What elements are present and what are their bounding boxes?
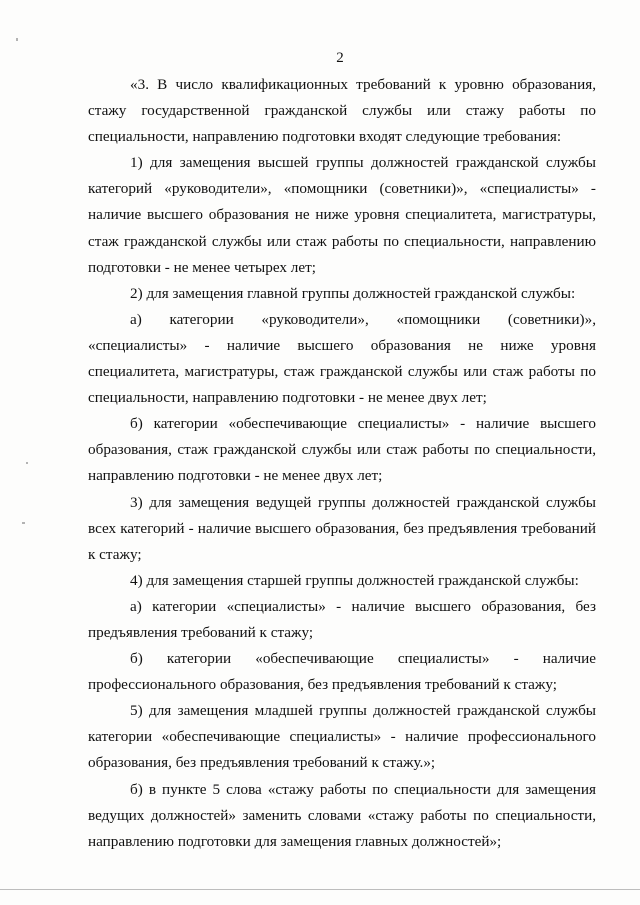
paragraph: б) в пункте 5 слова «стажу работы по специальности для замещения ведущих должностей» заменить словами «стажу работы по специальности, направлению подготовки для замещения главных должностей»; xyxy=(88,780,596,850)
paragraph: 3) для замещения ведущей группы должностей гражданской службы всех категорий - наличие высшего образования, без предъявления требований к стажу; xyxy=(88,493,596,563)
paragraph: 5) для замещения младшей группы должностей гражданской службы категории «обеспечивающие специалисты» - наличие профессионального образования, без предъявления требований к стажу.»; xyxy=(88,702,596,772)
paragraph: б) категории «обеспечивающие специалисты» - наличие высшего образования, стаж гражданской службы или стаж работы по специальности, направлению подготовки - не менее двух лет; xyxy=(88,415,596,485)
paragraph: а) категории «специалисты» - наличие высшего образования, без предъявления требований к стажу; xyxy=(88,597,596,641)
document-body xyxy=(88,72,596,855)
paragraph: «3. В число квалификационных требований к уровню образования, стажу государственной гражданской службы или стажу работы по специальности, направлению подготовки входят следующие требования: xyxy=(88,76,596,146)
paragraph: 2) для замещения главной группы должностей гражданской службы: xyxy=(130,284,576,302)
paragraph: 1) для замещения высшей группы должностей гражданской службы категорий «руководители», «помощники (советники)», «специалисты» - наличие высшего образования не ниже уровня специалитета, магистратуры, стаж гражданской службы или стаж работы по специальности, направлению подготовки - не менее четырех лет; xyxy=(88,154,596,276)
scan-speck xyxy=(26,462,28,464)
scan-speck xyxy=(16,38,18,41)
page-number: 2 xyxy=(336,50,344,66)
paragraph: а) категории «руководители», «помощники (советники)», «специалисты» - наличие высшего образования не ниже уровня специалитета, магистратуры, стаж гражданской службы или стаж работы по специальности, направлению подготовки - не менее двух лет; xyxy=(88,310,596,407)
scan-speck xyxy=(22,522,25,524)
bottom-edge-divider xyxy=(0,889,640,890)
paragraph: б) категории «обеспечивающие специалисты» - наличие профессионального образования, без предъявления требований к стажу; xyxy=(88,650,596,694)
paragraph: 4) для замещения старшей группы должностей гражданской службы: xyxy=(130,571,579,589)
